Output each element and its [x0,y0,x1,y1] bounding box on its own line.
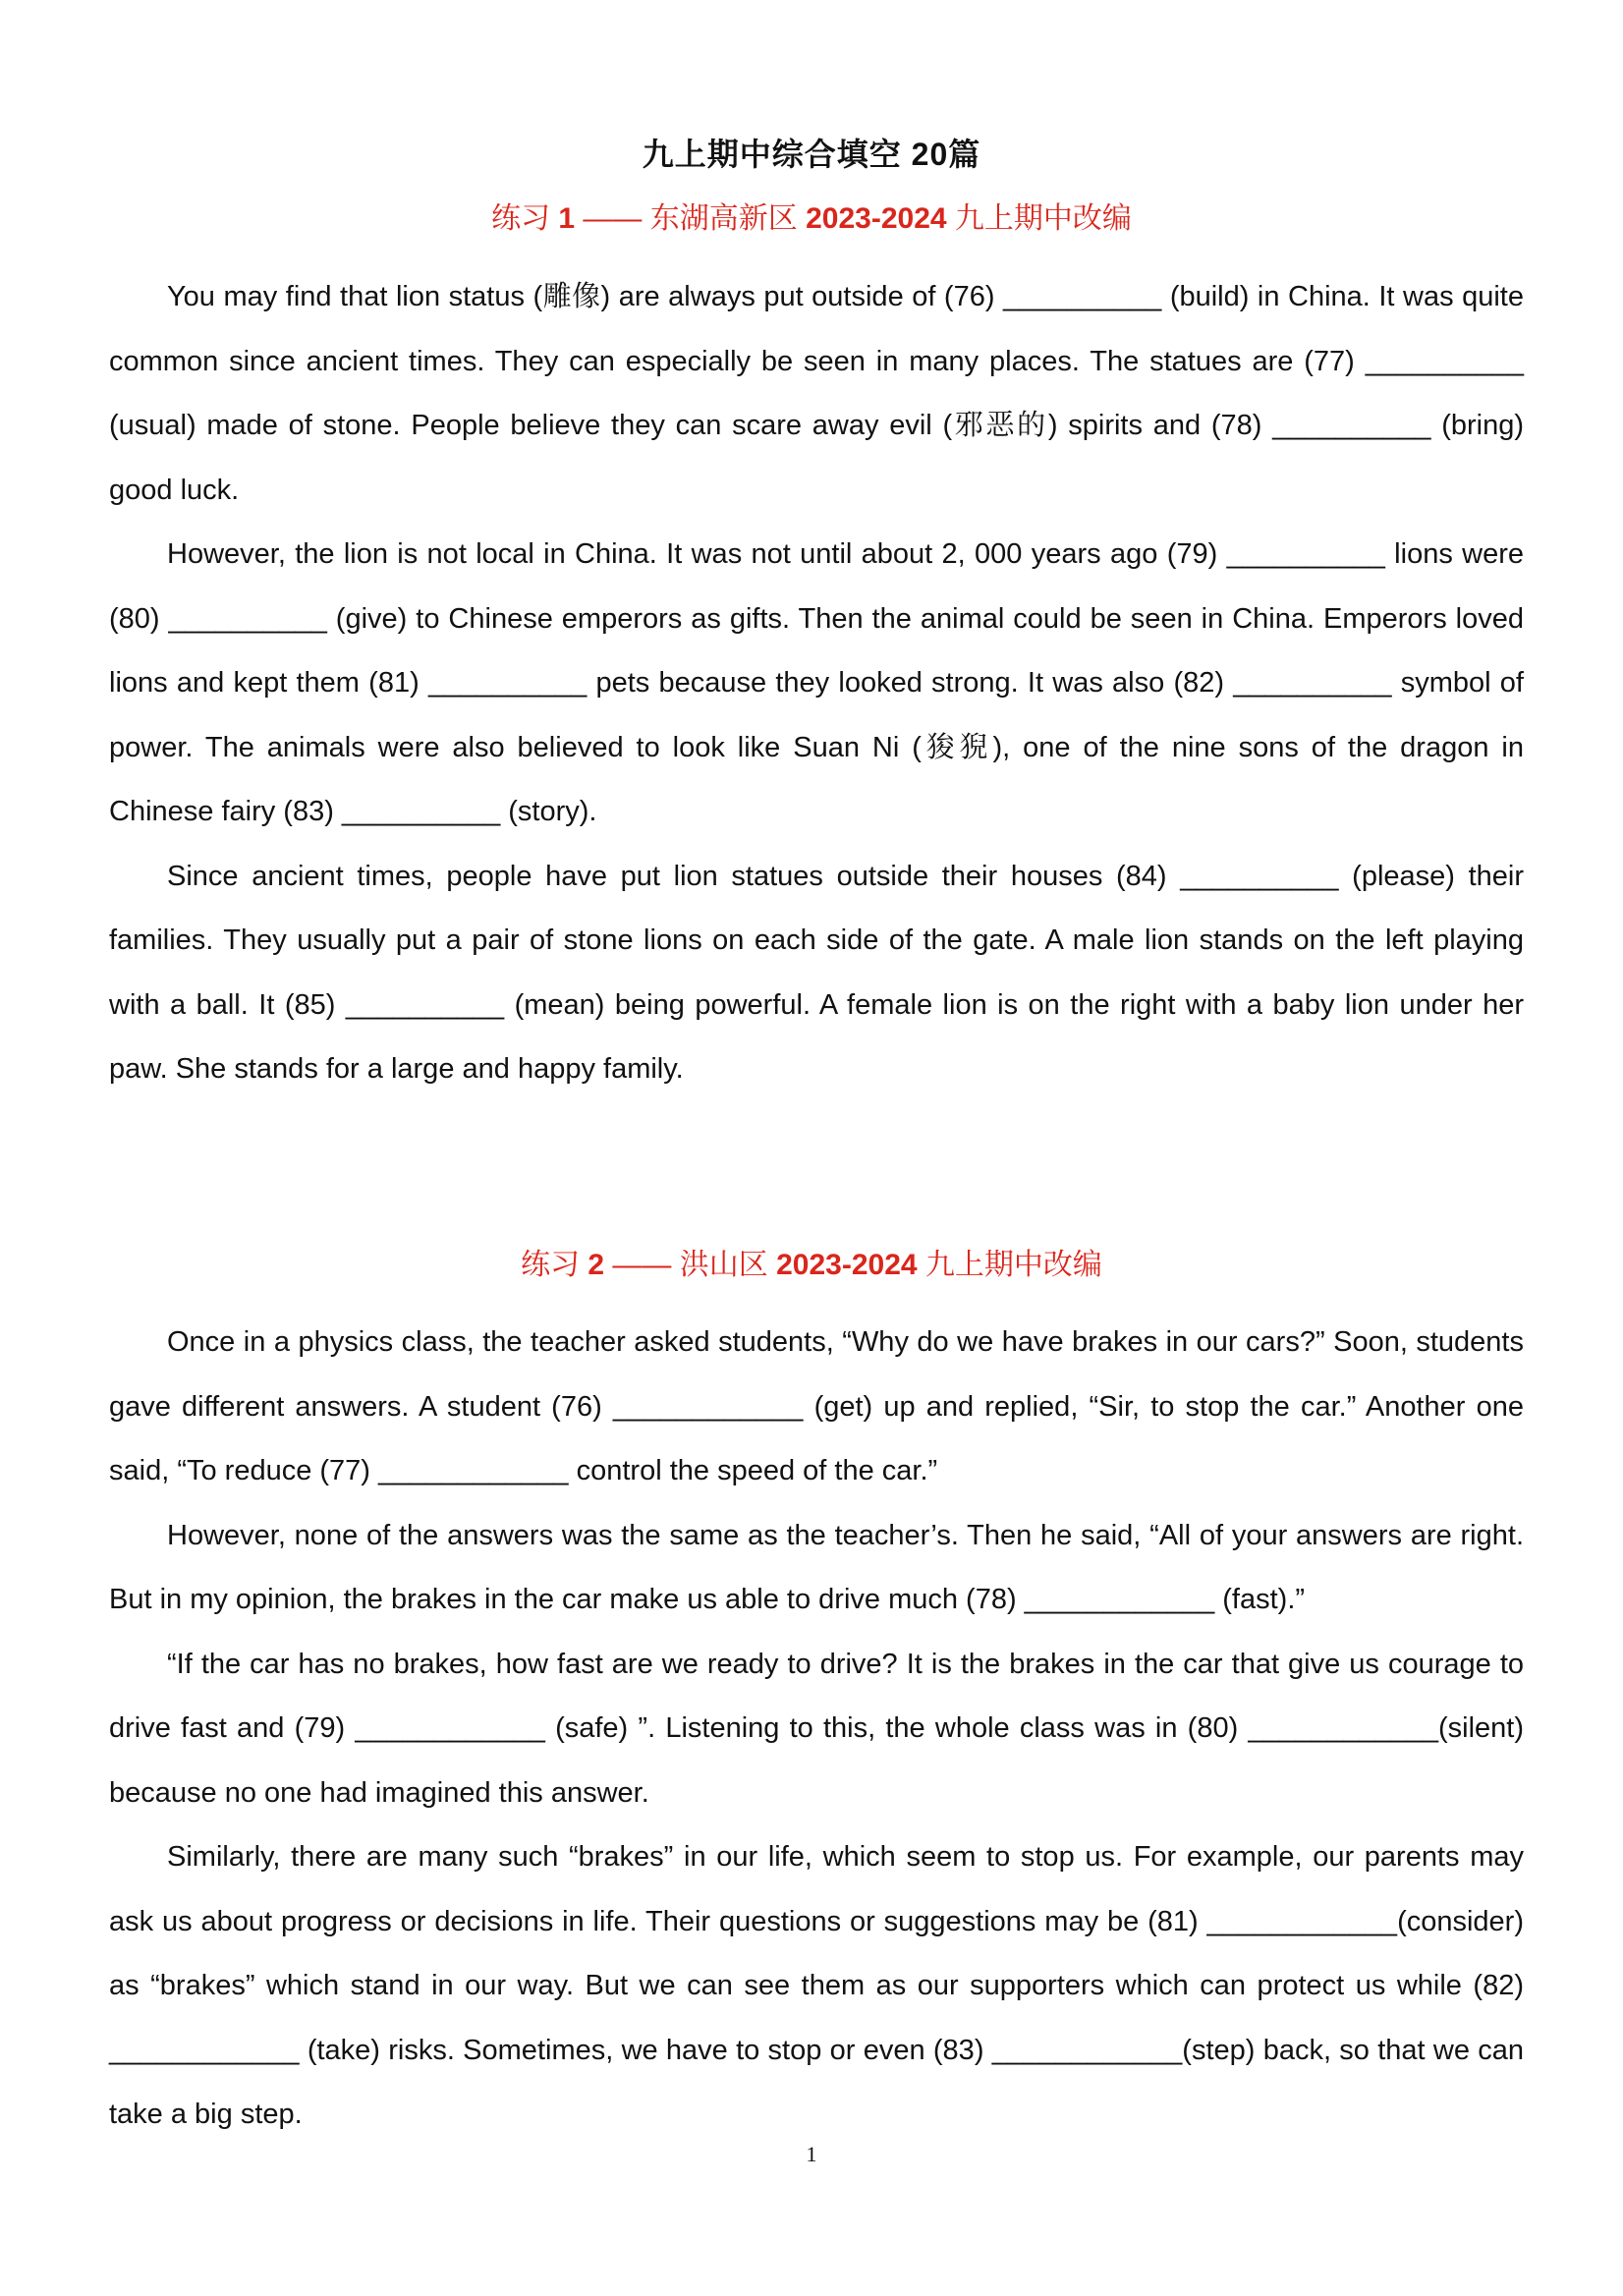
section-2-paragraph: Similarly, there are many such “brakes” in our life, which seem to stop us. For example, our parents may ask us about progress or decisions in life. Their questions or suggestions may be (81) ____________(consider) as “brakes” which stand in our way. But we can see them as our supporters which can protect us while (82) ____________ (take) risks. Sometimes, we have to stop or even (83) ____________(step) back, so that we can take a big step. [109,1841,1524,2130]
section-1-heading-prefix: 练习 [491,202,559,235]
section-1-paragraph: You may find that lion status (雕像) are always put outside of (76) __________ (build) in China. It was quite common since ancient times. They can especially be seen in many places. The statues are (77) __________ (usual) made of stone. People believe they can scare away evil (邪恶的) spirits and (78) __________ (bring) good luck. [109,281,1524,506]
page-number: 1 [806,2142,817,2166]
section-2-heading [0,1240,1623,1283]
section-1-heading-number: 1 [558,202,576,235]
section-2-heading-dash: —— 洪山区 [604,1249,777,1281]
section-2-heading-number: 2 [588,1249,605,1281]
section-2-paragraph: “If the car has no brakes, how fast are we ready to drive? It is the brakes in the car that give us courage to drive fast and (79) ____________ (safe) ”. Listening to this, the whole class was in (80) ____________(silent) because no one had imagined this answer. [109,1648,1524,1809]
section-1-heading-dash: —— 东湖高新区 [575,202,807,235]
section-1-paragraph: Since ancient times, people have put lion statues outside their houses (84) __________ (please) their families. They usually put a pair of stone lions on each side of the gate. A male lion stands on the left playing with a ball. It (85) __________ (mean) being powerful. A female lion is on the right with a baby lion under her paw. She stands for a large and happy family. [109,860,1524,1085]
section-1-heading [0,194,1623,237]
section-2-paragraph: Once in a physics class, the teacher asked students, “Why do we have brakes in our cars?” Soon, students gave different answers. A student (76) ____________ (get) up and replied, “Sir, to stop the car.” Another one said, “To reduce (77) ____________ control the speed of the car.” [109,1326,1524,1486]
section-2-paragraph: However, none of the answers was the same as the teacher’s. Then he said, “All of your answers are right. But in my opinion, the brakes in the car make us able to drive much (78) ____________ (fast).” [109,1519,1524,1615]
section-2-passage [109,1311,1524,2148]
section-2-heading-prefix: 练习 [521,1249,588,1281]
section-1-heading-years: 2023-2024 [806,202,947,235]
section-2-heading-years: 2023-2024 [776,1249,918,1281]
section-2-heading-suffix: 九上期中改编 [917,1249,1102,1281]
section-1-paragraph: However, the lion is not local in China. It was not until about 2, 000 years ago (79) __________ lions were (80) __________ (give) to Chinese emperors as gifts. Then the animal could be seen in China. Emperors loved lions and kept them (81) __________ pets because they looked strong. It was also (82) __________ symbol of power. The animals were also believed to look like Suan Ni (狻猊), one of the nine sons of the dragon in Chinese fairy (83) __________ (story). [109,538,1524,827]
section-1-heading-suffix: 九上期中改编 [946,202,1132,235]
section-1-passage [109,265,1524,1102]
document-title: 九上期中综合填空 20篇 [642,137,981,172]
